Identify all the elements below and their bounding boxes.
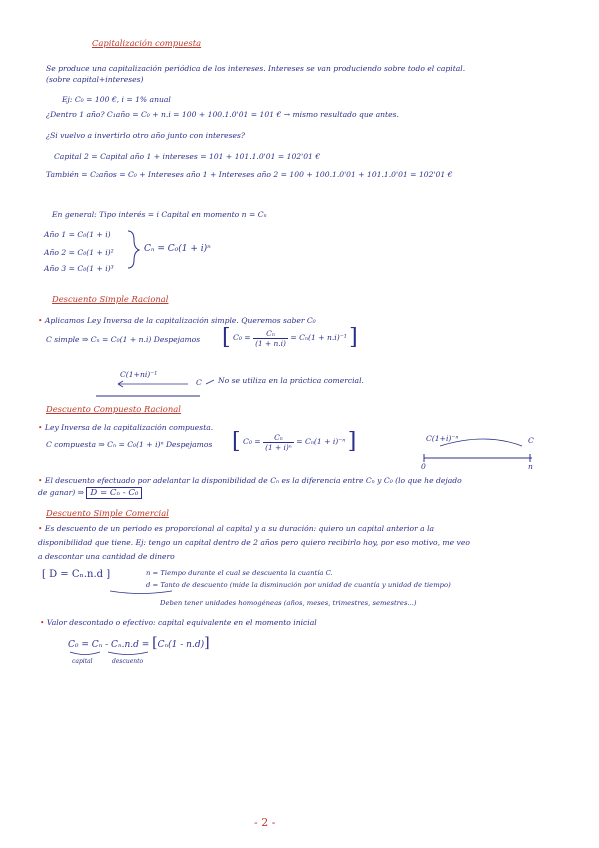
section-2-fraction: $\frac{\text{Cₙ}}{\text{(1 + i)ⁿ}}$ [265,432,292,452]
timeline-2-zero: 0 [421,462,426,471]
section-2-title: Descuento Compuesto Racional [46,404,181,414]
final-under-discount: descuento [112,658,144,665]
year-1-item: Año 1 = C₀(1 + i) [44,230,111,239]
timeline-1-left-label: C(1+ni)⁻¹ [120,370,158,379]
timeline-2-left-label: C(1+i)⁻ⁿ [426,434,459,443]
section-1-title: Descuento Simple Racional [52,294,169,304]
section-2-line-4: de ganar) ⇒ D = Cₙ - C₀ [38,488,142,498]
timeline-1-note: No se utiliza en la práctica comercial. [218,376,364,385]
section-3-final-formula: C₀ = Cₙ - Cₙ.n.d = [Cₙ(1 - n.d)] [68,635,210,651]
intro-line-2: (sobre capital+intereses) [46,75,144,84]
discount-formula-box: D = Cₙ - C₀ [86,487,142,499]
section-1-line-2: C simple ⇒ Cₙ = C₀(1 + n.i) Despejamos [46,335,201,344]
section-2-line-1: • Ley Inversa de la capitalización compuesta. [38,423,214,432]
section-1-line-1: • Aplicamos Ley Inversa de la capitalización simple. Queremos saber C₀ [38,316,316,325]
section-3-title: Descuento Simple Comercial [46,508,169,518]
example-line: Ej: C₀ = 100 €, i = 1% anual [62,95,171,104]
section-1-fraction: $\frac{\text{Cₙ}}{(1 + n.i)}$ [255,328,286,348]
final-under-capital: capital [72,658,93,665]
section-3-line-1: • Es descuento de un periodo es proporcional al capital y a su duración: quiero un capital anterior a la [38,524,435,533]
intro-line-1: Se produce una capitalización periódica de los intereses. Intereses se van produciendo sobre todo el capital. [46,64,466,73]
also-line: También = C₂años = C₀ + Intereses año 1 + Intereses año 2 = 100 + 100.1.0'01 + 101.1.0'01 = 102'01 € [46,170,453,179]
year-2-item: Año 2 = C₀(1 + i)² [44,248,114,257]
section-3-line-4: • Valor descontado o efectivo: capital equivalente en el momento inicial [40,618,317,627]
question-1: ¿Dentro 1 año? C₁año = C₀ + n.i = 100 + 100.1.0'01 = 101 € → mismo resultado que antes. [46,110,399,119]
section-3-def-2: d = Tanto de descuento (mide la disminución por unidad de cuantía y unidad de tiempo) [146,581,451,589]
general-formula: Cₙ = C₀(1 + i)ⁿ [144,244,211,254]
section-3-def-1: n = Tiempo durante el cual se descuenta la cuantía C. [146,569,333,577]
question-2: ¿Si vuelvo a invertirlo otro año junto con intereses? [46,131,245,140]
year-3-item: Año 3 = C₀(1 + i)³ [44,264,114,273]
timeline-1-right-label: C [196,378,202,387]
section-2-formula: [ C₀ = $\frac{\text{Cₙ}}{\text{(1 + i)ⁿ}}$ = Cₙ(1 + i)⁻ⁿ ] [232,429,357,454]
general-line: En general: Tipo interés = i Capital en momento n = Cₙ [52,210,267,219]
timeline-2-right-label: C [528,436,534,445]
page-title: Capitalización compuesta [92,38,202,48]
section-1-formula: [ C₀ = $\frac{\text{Cₙ}}{(1 + n.i)}$ = Cₙ(1 + n.i)⁻¹ ] [222,325,358,350]
section-3-line-3: a descontar una cantidad de dinero [38,552,175,561]
year-2-line: Capital 2 = Capital año 1 + intereses = 101 + 101.1.0'01 = 102'01 € [54,152,321,161]
section-3-formula: [ D = Cₙ.n.d ] [42,569,111,580]
timeline-2-n: n [528,462,533,471]
section-3-def-3: Deben tener unidades homogéneas (años, meses, trimestres, semestres...) [160,599,417,607]
brace-mark [128,231,139,268]
page-number: - 2 - [254,816,276,829]
section-3-line-2: disponibilidad que tiene. Ej: tengo un capital dentro de 2 años pero quiero recibirlo hoy, por eso motivo, me veo [38,538,470,547]
section-2-line-3: • El descuento efectuado por adelantar la disponibilidad de Cₙ es la diferencia entre Cₙ y C₀ (lo que he dejado [38,476,462,485]
section-2-line-2: C compuesta ⇒ Cₙ = C₀(1 + i)ⁿ Despejamos [46,440,213,449]
underline-d [110,591,172,594]
